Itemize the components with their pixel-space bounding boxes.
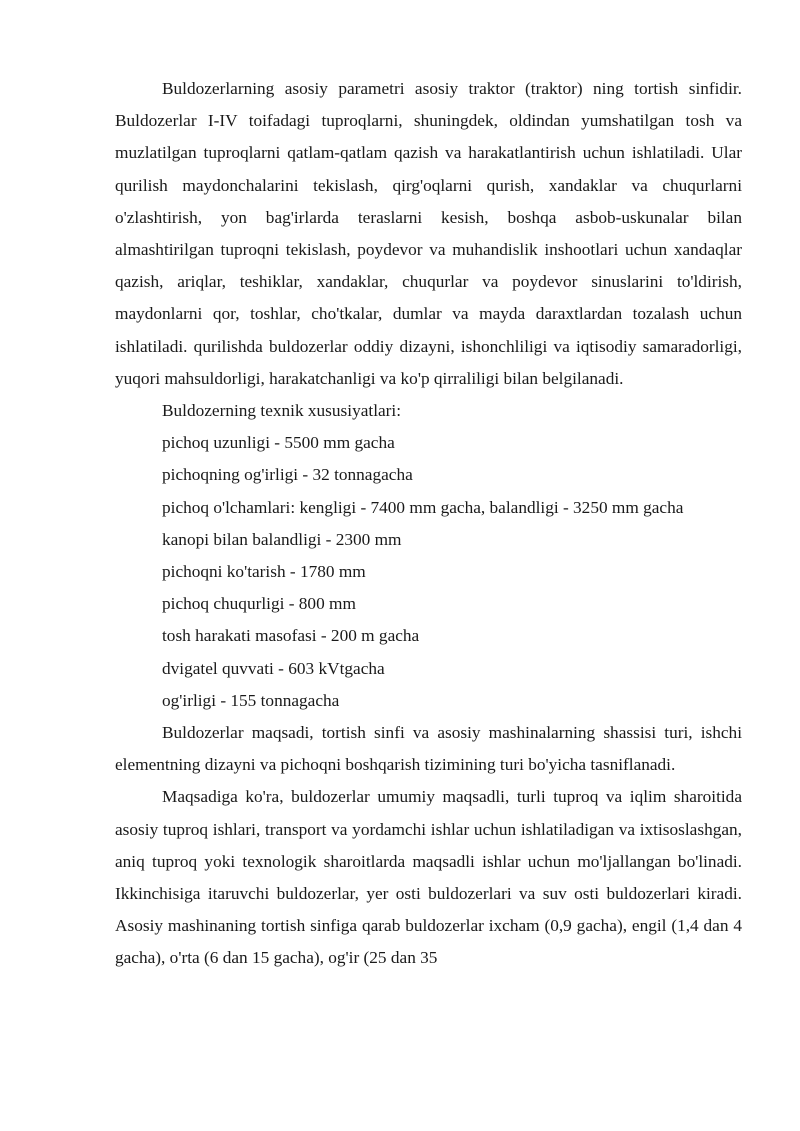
spec-item: tosh harakati masofasi - 200 m gacha [162, 626, 420, 646]
spec-item: dvigatel quvvati - 603 kVtgacha [162, 658, 385, 678]
spec-item: pichoq o'lchamlari: kengligi - 7400 mm gacha, balandligi - 3250 mm gacha [162, 497, 684, 517]
document-page [115, 73, 742, 975]
purpose-paragraph: Maqsadiga ko'ra, buldozerlar umumiy maqsadli, turli tuproq va iqlim sharoitida asosiy tuproq ishlari, transport va yordamchi ishlar uchun ishlatiladigan va ixtisoslashgan, aniq tuproq yoki texnologik sharoitlarda maqsadli ishlar uchun mo'ljallangan bo'linadi. Ikkinchisiga itaruvchi buldozerlar, yer osti buldozerlari va suv osti buldozerlari kiradi. Asosiy mashinaning tortish sinfiga qarab buldozerlar ixcham (0,9 gacha), engil (1,4 dan 4 gacha), o'rta (6 dan 15 gacha), og'ir (25 dan 35 [115, 787, 742, 968]
intro-paragraph: Buldozerlarning asosiy parametri asosiy traktor (traktor) ning tortish sinfidir. Buldozerlar I-IV toifadagi tuproqlarni, shuningdek, oldindan yumshatilgan tosh va muzlatilgan tuproqlarni qatlam-qatlam qazish va harakatlantirish uchun ishlatiladi. Ular qurilish maydonchalarini tekislash, qirg'oqlarni qurish, xandaklar va chuqurlarni o'zlashtirish, yon bag'irlarda teraslarni kesish, boshqa asbob-uskunalar bilan almashtirilgan tuproqni tekislash, poydevor va muhandislik inshootlari uchun xandaqlar qazish, ariqlar, teshiklar, xandaklar, chuqurlar va poydevor sinuslarini to'ldirish, maydonlarni qor, toshlar, cho'tkalar, dumlar va mayda daraxtlardan tozalash uchun ishlatiladi. qurilishda buldozerlar oddiy dizayni, ishonchliligi va iqtisodiy samaradorligi, yuqori mahsuldorligi, harakatchanligi va ko'p qirraliligi bilan belgilanadi. [115, 79, 742, 388]
classification-paragraph: Buldozerlar maqsadi, tortish sinfi va asosiy mashinalarning shassisi turi, ishchi elementning dizayni va pichoqni boshqarish tizimining turi bo'yicha tasniflanadi. [115, 723, 742, 775]
spec-item: pichoq uzunligi - 5500 mm gacha [162, 433, 395, 453]
spec-item: og'irligi - 155 tonnagacha [162, 690, 340, 710]
spec-item: pichoq chuqurligi - 800 mm [162, 594, 356, 614]
spec-item: kanopi bilan balandligi - 2300 mm [162, 529, 402, 549]
spec-item: pichoqni ko'tarish - 1780 mm [162, 562, 366, 582]
spec-item: pichoqning og'irligi - 32 tonnagacha [162, 465, 413, 485]
specs-heading: Buldozerning texnik xususiyatlari: [162, 401, 402, 421]
